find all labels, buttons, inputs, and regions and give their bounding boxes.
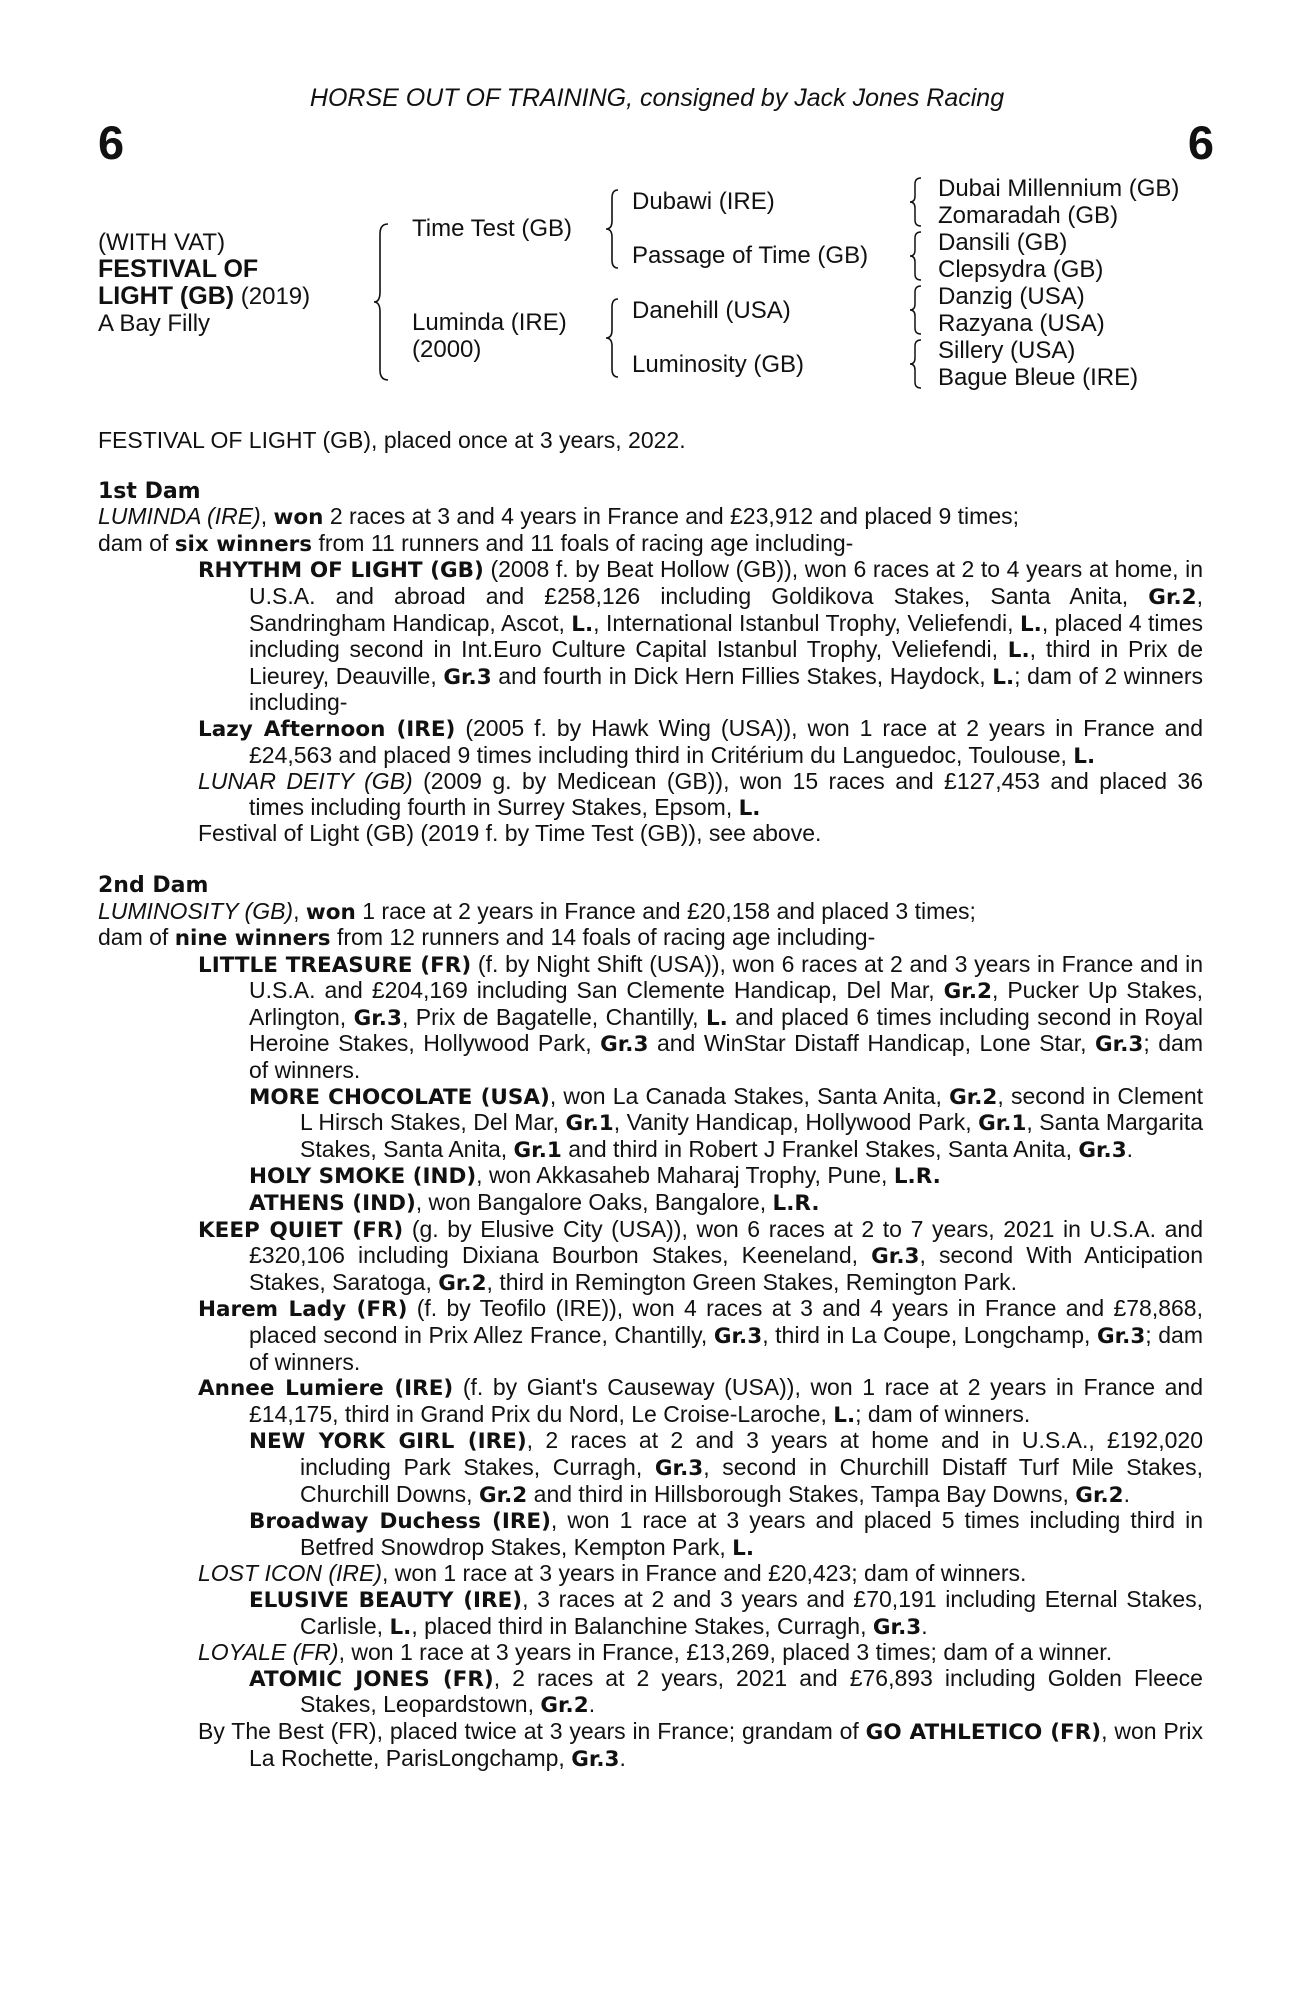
entry-text: . <box>588 1691 596 1718</box>
dam-line2: (2000) <box>412 336 482 363</box>
produce-name: Lazy Afternoon (IRE) <box>198 716 456 742</box>
entry-text: , 2 races at 2 years, 2021 and £76,893 including Golden Fleece Stakes, Leopardstown, <box>300 1664 1203 1718</box>
gg-6: Razyana (USA) <box>938 310 1105 337</box>
entry-text: (f. by Giant's Causeway (USA)), won 1 race at 2 years in France and £14,175, third in Grand Prix du Nord, Le Croise-Laroche, <box>249 1374 1203 1427</box>
dam-of-prefix: dam of <box>98 529 175 556</box>
second-dam-heading: 2nd Dam <box>98 872 209 898</box>
entry-text: , placed 4 times including second in Int.Euro Culture Capital Istanbul Trophy, Veliefendi, <box>249 609 1203 663</box>
lot-number-right: 6 <box>1187 116 1214 169</box>
entry-text: . <box>921 1612 928 1639</box>
produce-name: ATOMIC JONES (FR) <box>249 1666 494 1692</box>
grade: Gr.3 <box>353 1005 402 1031</box>
listed: L. <box>732 1535 754 1561</box>
grade: Gr.2 <box>540 1693 589 1719</box>
grade: Gr.2 <box>943 979 992 1005</box>
entry-text: ; dam of 2 winners including- <box>249 662 1203 716</box>
produce-entry <box>98 1190 1203 1217</box>
entry-text: , third in Prix de Lieurey, Deauville, <box>249 636 1203 689</box>
produce-name: ATHENS (IND) <box>249 1191 416 1217</box>
sire: Time Test (GB) <box>412 215 573 242</box>
listed: L.R. <box>893 1164 941 1190</box>
produce-entry <box>98 1217 1203 1297</box>
grade: Gr.2 <box>478 1482 528 1508</box>
dam-of-winners: nine winners <box>174 926 331 952</box>
gg-5: Danzig (USA) <box>938 283 1085 310</box>
horse-name-line2: LIGHT (GB) <box>98 282 235 310</box>
entry-text: (2005 f. by Hawk Wing (USA)), won 1 race at 2 years in France and £24,563 and placed 9 times including third in Critérium du Languedoc, Toulouse, <box>249 714 1204 768</box>
pedigree-brace-3b <box>908 230 924 282</box>
entry-text: and fourth in Dick Hern Fillies Stakes, Haydock, <box>491 662 993 689</box>
produce-name: NEW YORK GIRL (IRE) <box>249 1429 527 1455</box>
produce-entry <box>98 952 1203 1084</box>
listed: L. <box>1007 638 1030 664</box>
first-dam-record: LUMINDA (IRE), won 2 races at 3 and 4 years in France and £23,912 and placed 9 times; <box>98 503 1020 531</box>
produce-name: Harem Lady (FR) <box>198 1297 408 1323</box>
produce-name: LUNAR DEITY (GB) <box>198 768 413 795</box>
gg-1: Dubai Millennium (GB) <box>938 175 1180 202</box>
summary-line: FESTIVAL OF LIGHT (GB), placed once at 3 years, 2022. <box>98 427 686 453</box>
pedigree-brace-dam <box>604 297 622 379</box>
page-header: HORSE OUT OF TRAINING, consigned by Jack Jones Racing <box>309 84 1005 112</box>
entry-text: (f. by Teofilo (IRE)), won 4 races at 3 and 4 years in France and £78,868, placed second in Prix Allez France, Chantilly, <box>249 1295 1203 1348</box>
pedigree-brace-main <box>372 222 392 382</box>
second-dam-produce-line <box>98 925 1203 952</box>
grade: Gr.3 <box>1096 1324 1146 1349</box>
horse-description: A Bay Filly <box>98 310 211 337</box>
second-dam-record-text: 1 race at 2 years in France and £20,158 and placed 3 times; <box>355 897 976 924</box>
dam-dam: Luminosity (GB) <box>632 351 805 378</box>
gg-3: Dansili (GB) <box>938 229 1068 256</box>
dam-of-winners: six winners <box>174 531 313 557</box>
produce-name: RHYTHM OF LIGHT (GB) <box>198 558 484 584</box>
entry-text: , won 1 race at 3 years in France and £20,423; dam of winners. <box>382 1560 1027 1587</box>
listed: L. <box>992 664 1015 690</box>
entry-text: , won Akkasaheb Maharaj Trophy, Pune, <box>476 1162 894 1189</box>
produce-entry <box>98 1666 1203 1719</box>
entry-text: . <box>1123 1480 1130 1507</box>
produce-name: ELUSIVE BEAUTY (IRE) <box>249 1587 523 1613</box>
entry-text: , Sandringham Handicap, Ascot, <box>249 582 1203 636</box>
produce-name: LITTLE TREASURE (FR) <box>198 952 472 978</box>
produce-name: KEEP QUIET (FR) <box>198 1217 404 1243</box>
entry-text: (2009 g. by Medicean (GB)), won 15 races and £127,453 and placed 36 times including fourth in Surrey Stakes, Epsom, <box>249 768 1203 820</box>
gg-7: Sillery (USA) <box>938 337 1076 364</box>
listed: L. <box>738 795 761 821</box>
first-dam-produce-line <box>98 531 1203 558</box>
listed: L. <box>571 611 594 637</box>
horse-block <box>98 229 310 337</box>
first-dam-heading: 1st Dam <box>98 478 201 504</box>
entry-text: , Prix de Bagatelle, Chantilly, <box>401 1003 706 1030</box>
entry-text: , placed third in Balanchine Stakes, Curragh, <box>411 1612 873 1639</box>
entry-text: (f. by Night Shift (USA)), won 6 races at 2 and 3 years in France and in U.S.A. and £204,169 including San Clemente Handicap, Del Mar, <box>249 950 1203 1004</box>
entry-text: ; dam of winners. <box>249 1322 1203 1375</box>
entry-text: , won 1 race at 3 years and placed 5 times including third in Betfred Snowdrop Stakes, Kempton Park, <box>300 1507 1203 1560</box>
entry-text: and third in Robert J Frankel Stakes, Santa Anita, <box>561 1135 1079 1162</box>
entry-text: , 2 races at 2 and 3 years at home and in U.S.A., £192,020 including Park Stakes, Curragh, <box>300 1427 1203 1480</box>
won-label: won <box>305 899 356 925</box>
dam-sire: Danehill (USA) <box>632 297 791 324</box>
catalogue-text <box>98 428 1203 1772</box>
grade: Gr.3 <box>713 1324 763 1349</box>
produce-entry <box>98 1296 1203 1375</box>
entry-text: , won Prix La Rochette, ParisLongchamp, <box>249 1717 1203 1771</box>
grade: Gr.3 <box>872 1614 922 1640</box>
entry-text: ; dam of winners. <box>855 1400 1031 1427</box>
entry-text: , second With Anticipation Stakes, Saratoga, <box>249 1242 1203 1295</box>
listed: L. <box>389 1614 412 1640</box>
produce-entry <box>98 557 1203 716</box>
grade: Gr.3 <box>654 1455 704 1481</box>
sire-sire: Dubawi (IRE) <box>632 188 775 215</box>
grade: Gr.2 <box>438 1270 487 1296</box>
produce-entry <box>98 1561 1203 1587</box>
produce-entry: Festival of Light (GB) (2019 f. by Time Test (GB)), see above. <box>198 820 822 847</box>
entry-text: , won 1 race at 3 years in France, £13,269, placed 3 times; dam of a winner. <box>338 1639 1113 1666</box>
entry-text: , won Bangalore Oaks, Bangalore, <box>415 1189 773 1216</box>
entry-text: , third in Remington Green Stakes, Remington Park. <box>486 1268 1018 1295</box>
entry-text: (2008 f. by Beat Hollow (GB)), won 6 races at 2 to 4 years at home, in U.S.A. and abroad and £258,126 including Goldikova Stakes, Santa Anita, <box>249 556 1203 609</box>
produce-entry <box>98 769 1203 821</box>
produce-entry <box>98 1719 1203 1772</box>
listed: L. <box>1019 611 1042 637</box>
produce-name: Annee Lumiere (IRE) <box>198 1376 454 1402</box>
listed: L. <box>705 1005 728 1031</box>
entry-text: and third in Hillsborough Stakes, Tampa Bay Downs, <box>527 1480 1076 1507</box>
grade: Gr.3 <box>871 1244 920 1270</box>
dam-of-suffix: from 12 runners and 14 foals of racing age including- <box>330 924 876 951</box>
entry-text: , third in La Coupe, Longchamp, <box>762 1322 1097 1348</box>
grade: Gr.1 <box>565 1111 614 1137</box>
entry-text: . <box>1126 1135 1134 1162</box>
dam-of-suffix: from 11 runners and 11 foals of racing age including- <box>312 529 854 556</box>
produce-name: GO ATHLETICO (FR) <box>865 1719 1102 1745</box>
sire-dam: Passage of Time (GB) <box>632 242 869 269</box>
entry-text: ; dam of winners. <box>249 1030 1203 1084</box>
grade: Gr.3 <box>571 1746 620 1772</box>
grade: Gr.3 <box>443 664 492 690</box>
entry-text: , International Istanbul Trophy, Veliefendi, <box>593 609 1020 636</box>
produce-name: MORE CHOCOLATE (USA) <box>249 1084 550 1110</box>
produce-entry <box>98 1428 1203 1508</box>
entry-text: By The Best (FR), placed twice at 3 years in France; grandam of <box>198 1717 866 1744</box>
dam-line1: Luminda (IRE) <box>412 309 567 336</box>
entry-text: , second in Churchill Distaff Turf Mile Stakes, Churchill Downs, <box>300 1453 1203 1507</box>
entry-text: (g. by Elusive City (USA)), won 6 races at 2 to 7 years, 2021 in U.S.A. and £320,106 including Dixiana Bourbon Stakes, Keeneland, <box>249 1215 1203 1269</box>
horse-name-line1: FESTIVAL OF <box>98 255 259 283</box>
entry-text: and placed 6 times including second in Royal Heroine Stakes, Hollywood Park, <box>249 1003 1203 1057</box>
entry-text: , second in Clement L Hirsch Stakes, Del Mar, <box>300 1082 1203 1136</box>
listed: L. <box>1073 743 1096 769</box>
entry-text: , Pucker Up Stakes, Arlington, <box>249 977 1204 1030</box>
vat-label: (WITH VAT) <box>98 229 226 256</box>
pedigree-brace-sire <box>604 188 622 270</box>
entry-text: . <box>619 1744 626 1771</box>
won-label: won <box>273 505 324 531</box>
entry-text: , 3 races at 2 and 3 years and £70,191 including Eternal Stakes, Carlisle, <box>300 1585 1203 1639</box>
grade: Gr.2 <box>1075 1482 1124 1508</box>
produce-name: Broadway Duchess (IRE) <box>249 1509 551 1535</box>
grade: Gr.1 <box>513 1137 562 1163</box>
pedigree-brace-3c <box>908 284 924 336</box>
second-dam-record: LUMINOSITY (GB), won 1 race at 2 years in France and £20,158 and placed 3 times; <box>98 897 976 925</box>
produce-entry <box>98 1640 1203 1666</box>
first-dam-record-text: 2 races at 3 and 4 years in France and £23,912 and placed 9 times; <box>323 503 1020 530</box>
produce-entry <box>98 1084 1203 1164</box>
gg-2: Zomaradah (GB) <box>938 202 1119 229</box>
produce-entry <box>98 1587 1203 1640</box>
grade: Gr.1 <box>978 1111 1027 1137</box>
listed: L. <box>833 1402 856 1428</box>
grade: Gr.2 <box>949 1084 998 1110</box>
horse-year: (2019) <box>240 283 311 310</box>
gg-8: Bague Bleue (IRE) <box>938 364 1139 391</box>
produce-name: LOST ICON (IRE) <box>198 1560 383 1587</box>
pedigree-brace-3d <box>908 338 924 390</box>
grade: Gr.3 <box>1078 1137 1127 1163</box>
dam-of-prefix: dam of <box>98 924 175 951</box>
lot-number-left: 6 <box>98 116 125 169</box>
entry-text: and WinStar Distaff Handicap, Lone Star, <box>648 1030 1096 1057</box>
produce-entry <box>98 1163 1203 1190</box>
produce-name: LOYALE (FR) <box>198 1639 339 1666</box>
entry-text: , Vanity Handicap, Hollywood Park, <box>613 1109 979 1136</box>
entry-text: , won La Canada Stakes, Santa Anita, <box>549 1082 950 1109</box>
produce-name: HOLY SMOKE (IND) <box>249 1164 477 1190</box>
gg-4: Clepsydra (GB) <box>938 256 1104 283</box>
listed: L.R. <box>772 1191 820 1217</box>
grade: Gr.3 <box>1095 1032 1144 1058</box>
produce-entry <box>98 1375 1203 1428</box>
produce-entry <box>98 716 1203 769</box>
pedigree-brace-3a <box>908 176 924 228</box>
grade: Gr.2 <box>1148 584 1197 610</box>
produce-entry <box>98 1508 1203 1561</box>
entry-text: , Santa Margarita Stakes, Santa Anita, <box>300 1109 1203 1162</box>
first-dam-name: LUMINDA (IRE) <box>98 503 261 530</box>
second-dam-name: LUMINOSITY (GB) <box>98 897 294 924</box>
grade: Gr.3 <box>600 1032 649 1058</box>
